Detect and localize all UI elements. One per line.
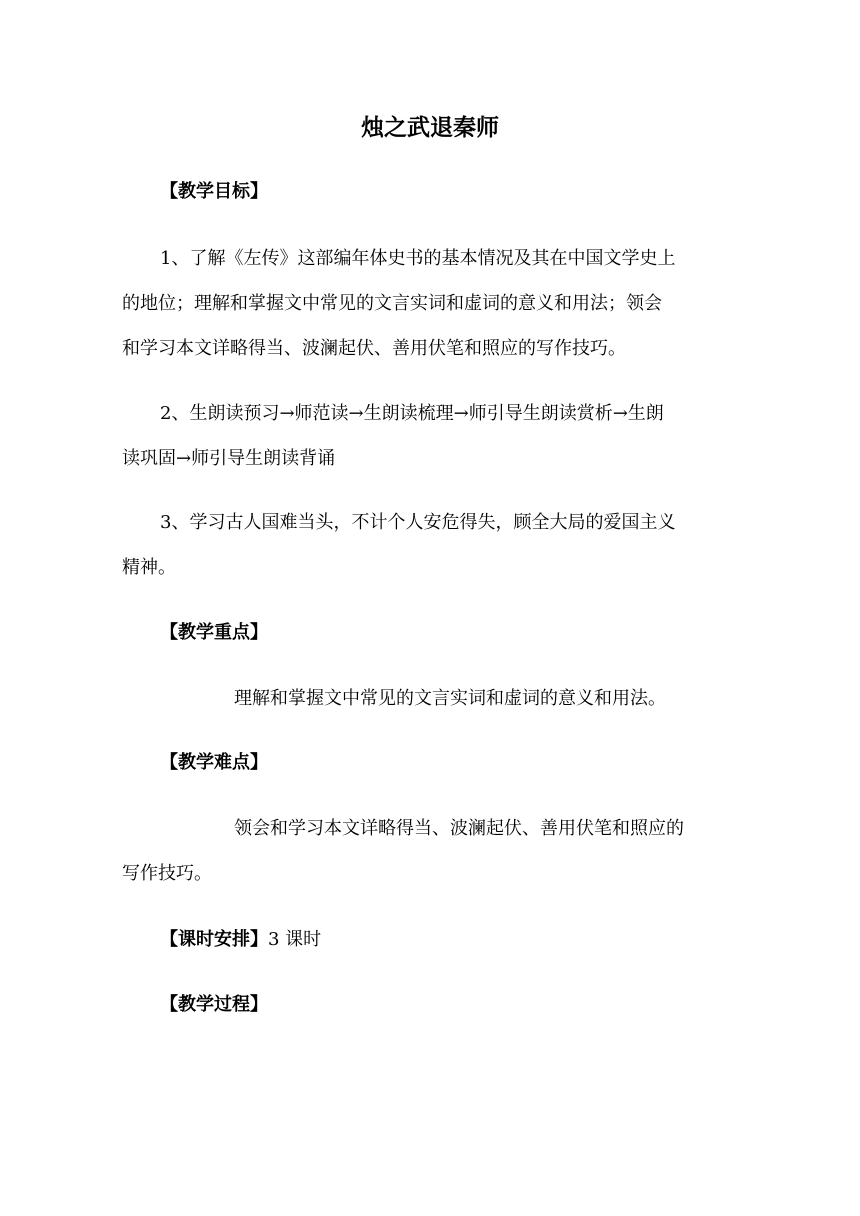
objective-3 xyxy=(122,500,738,590)
heading-difficulties: 【教学难点】 xyxy=(160,752,268,773)
difficulties-line-2: 写作技巧。 xyxy=(122,863,212,884)
document-title: 烛之武退秦师 xyxy=(361,115,499,141)
objective-1-line-2: 的地位；理解和掌握文中常见的文言实词和虚词的意义和用法；领会 xyxy=(122,293,662,314)
objective-2-line-1: 2、生朗读预习→师范读→生朗读梳理→师引导生朗读赏析→生朗 xyxy=(160,403,664,424)
objective-3-line-1: 3、学习古人国难当头，不计个人安危得失，顾全大局的爱国主义 xyxy=(160,512,676,533)
objective-2-line-2: 读巩固→师引导生朗读背诵 xyxy=(122,448,336,469)
heading-objectives: 【教学目标】 xyxy=(160,181,268,202)
key-points-line: 理解和掌握文中常见的文言实词和虚词的意义和用法。 xyxy=(234,688,666,709)
objective-1-line-1: 1、了解《左传》这部编年体史书的基本情况及其在中国文学史上 xyxy=(160,248,676,269)
heading-schedule xyxy=(160,927,321,953)
objective-1-line-3: 和学习本文详略得当、波澜起伏、善用伏笔和照应的写作技巧。 xyxy=(122,338,626,359)
heading-process: 【教学过程】 xyxy=(160,994,268,1015)
objective-1 xyxy=(122,236,738,371)
objective-2 xyxy=(122,391,738,481)
objective-3-line-2: 精神。 xyxy=(122,557,176,578)
schedule-value: 3 课时 xyxy=(268,929,322,950)
heading-key-points: 【教学重点】 xyxy=(160,622,268,643)
key-points-text xyxy=(122,676,738,721)
difficulties-line-1: 领会和学习本文详略得当、波澜起伏、善用伏笔和照应的 xyxy=(234,818,684,839)
difficulties-text xyxy=(122,806,738,896)
schedule-label: 【课时安排】 xyxy=(160,929,268,950)
